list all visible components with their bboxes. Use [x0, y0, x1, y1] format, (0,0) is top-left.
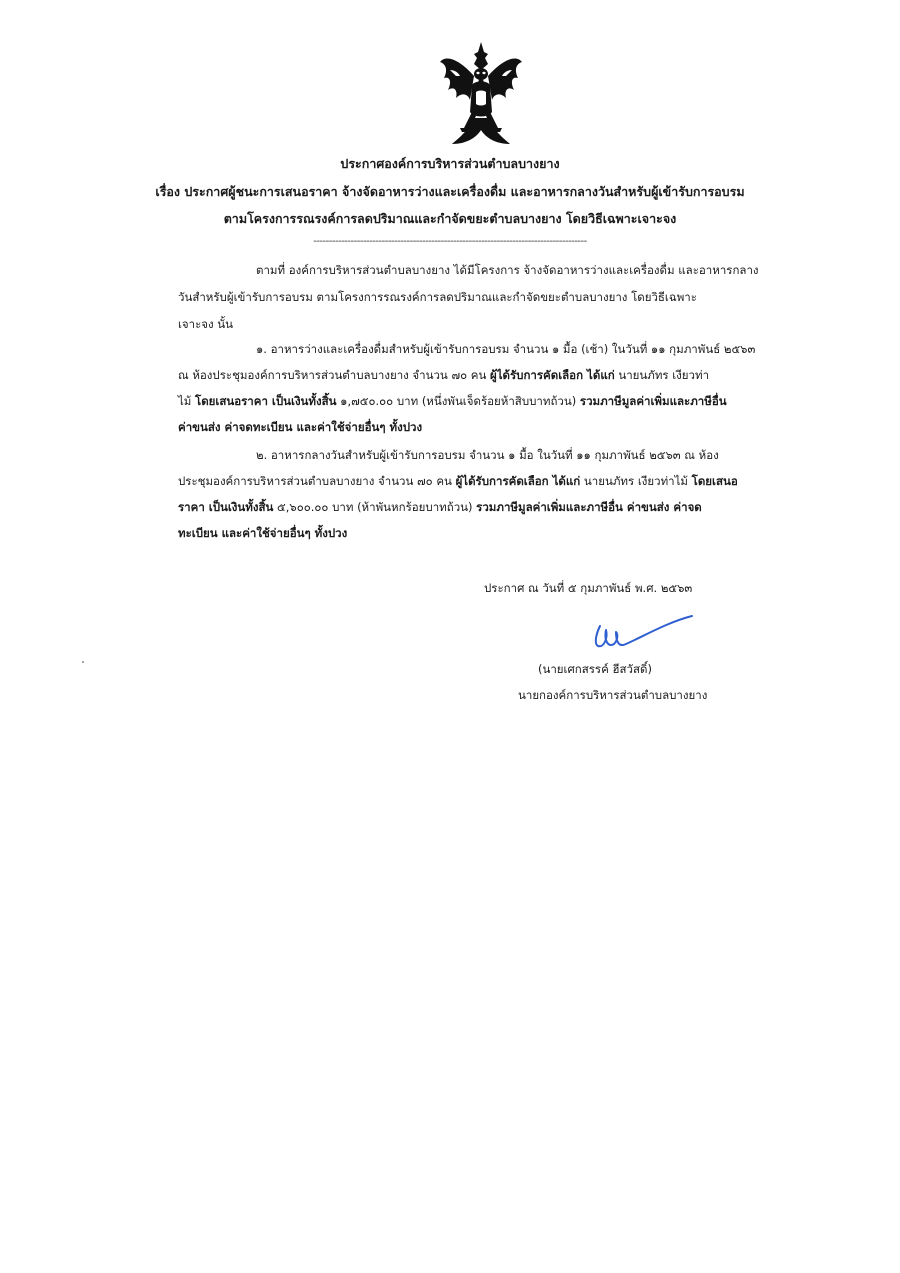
announcement-title: ประกาศองค์การบริหารส่วนตำบลบางยาง — [340, 156, 560, 171]
item2-tax-note: รวมภาษีมูลค่าเพิ่มและภาษีอื่น ค่าขนส่ง ค่าจด — [476, 500, 702, 514]
item2-line-2 — [178, 473, 738, 489]
item2-line-3 — [178, 499, 702, 515]
item2-price-label-start: โดยเสนอ — [691, 474, 738, 488]
item2-price: ๕,๖๐๐.๐๐ บาท (ห้าพันหกร้อยบาทถ้วน) — [273, 500, 477, 514]
item1-price: ๑,๗๕๐.๐๐ บาท (หนึ่งพันเจ็ดร้อยห้าสิบบาทถ้วน) — [336, 394, 580, 408]
item1-selected-label: ผู้ได้รับการคัดเลือก ได้แก่ — [489, 368, 615, 382]
item1-line-4: ค่าขนส่ง ค่าจดทะเบียน และค่าใช้จ่ายอื่นๆ ทั้งปวง — [178, 420, 423, 434]
item1-line-1: ๑. อาหารว่างและเครื่องดื่มสำหรับผู้เข้ารับการอบรม จำนวน ๑ มื้อ (เช้า) ในวันที่ ๑๑ กุมภาพันธ์ ๒๕๖๓ — [256, 342, 756, 356]
item2-price-label: ราคา เป็นเงินทั้งสิ้น — [178, 500, 274, 514]
item1-venue: ณ ห้องประชุมองค์การบริหารส่วนตำบลบางยาง จำนวน ๗๐ คน — [178, 368, 490, 382]
subject-line — [0, 182, 900, 202]
item1-contractor-end: ไม้ — [178, 394, 196, 408]
item1-tax-note: รวมภาษีมูลค่าเพิ่มและภาษีอื่น — [579, 394, 727, 408]
item1-price-label: โดยเสนอราคา เป็นเงินทั้งสิ้น — [195, 394, 337, 408]
item2-selected-label: ผู้ได้รับการคัดเลือก ได้แก่ — [455, 474, 581, 488]
subject-text: จ้างจัดอาหารว่างและเครื่องดื่ม และอาหารกลางวันสำหรับผู้เข้ารับการอบรม — [337, 184, 745, 199]
item1-contractor: นายนภัทร เงียวท่า — [614, 368, 710, 382]
signer-position: นายกองค์การบริหารส่วนตำบลบางยาง — [518, 688, 708, 702]
separator-line: ---------------------------------------------------------------------------------------- — [313, 236, 587, 247]
item2-line-4: ทะเบียน และค่าใช้จ่ายอื่นๆ ทั้งปวง — [178, 526, 348, 540]
item2-line-1: ๒. อาหารกลางวันสำหรับผู้เข้ารับการอบรม จำนวน ๑ มื้อ ในวันที่ ๑๑ กุมภาพันธ์ ๒๕๖๓ ณ ห้อง — [256, 448, 719, 462]
intro-line-1: ตามที่ องค์การบริหารส่วนตำบลบางยาง ได้มีโครงการ จ้างจัดอาหารว่างและเครื่องดื่ม และอาหารกลาง — [256, 263, 759, 277]
item2-venue: ประชุมองค์การบริหารส่วนตำบลบางยาง จำนวน ๗๐ คน — [178, 474, 456, 488]
garuda-emblem — [436, 40, 526, 148]
intro-line-2: วันสำหรับผู้เข้ารับการอบรม ตามโครงการรณรงค์การลดปริมาณและกำจัดขยะตำบลบางยาง โดยวิธีเฉพาะ — [178, 290, 697, 304]
subject-prefix: เรื่อง ประกาศผู้ชนะการเสนอราคา — [155, 184, 338, 199]
item1-line-2 — [178, 367, 709, 383]
item1-line-3 — [178, 393, 727, 409]
item2-contractor: นายนภัทร เงียวท่าไม้ — [580, 474, 692, 488]
announcement-date: ประกาศ ณ วันที่ ๕ กุมภาพันธ์ พ.ศ. ๒๕๖๓ — [484, 581, 693, 595]
signature — [588, 612, 698, 658]
intro-line-3: เจาะจง นั้น — [178, 317, 234, 331]
subject-line-2: ตามโครงการรณรงค์การลดปริมาณและกำจัดขยะตำบลบางยาง โดยวิธีเฉพาะเจาะจง — [223, 211, 677, 226]
signer-name: (นายเศกสรรค์ ฮีสวัสดิ์) — [538, 662, 652, 676]
scan-speck — [82, 661, 84, 663]
